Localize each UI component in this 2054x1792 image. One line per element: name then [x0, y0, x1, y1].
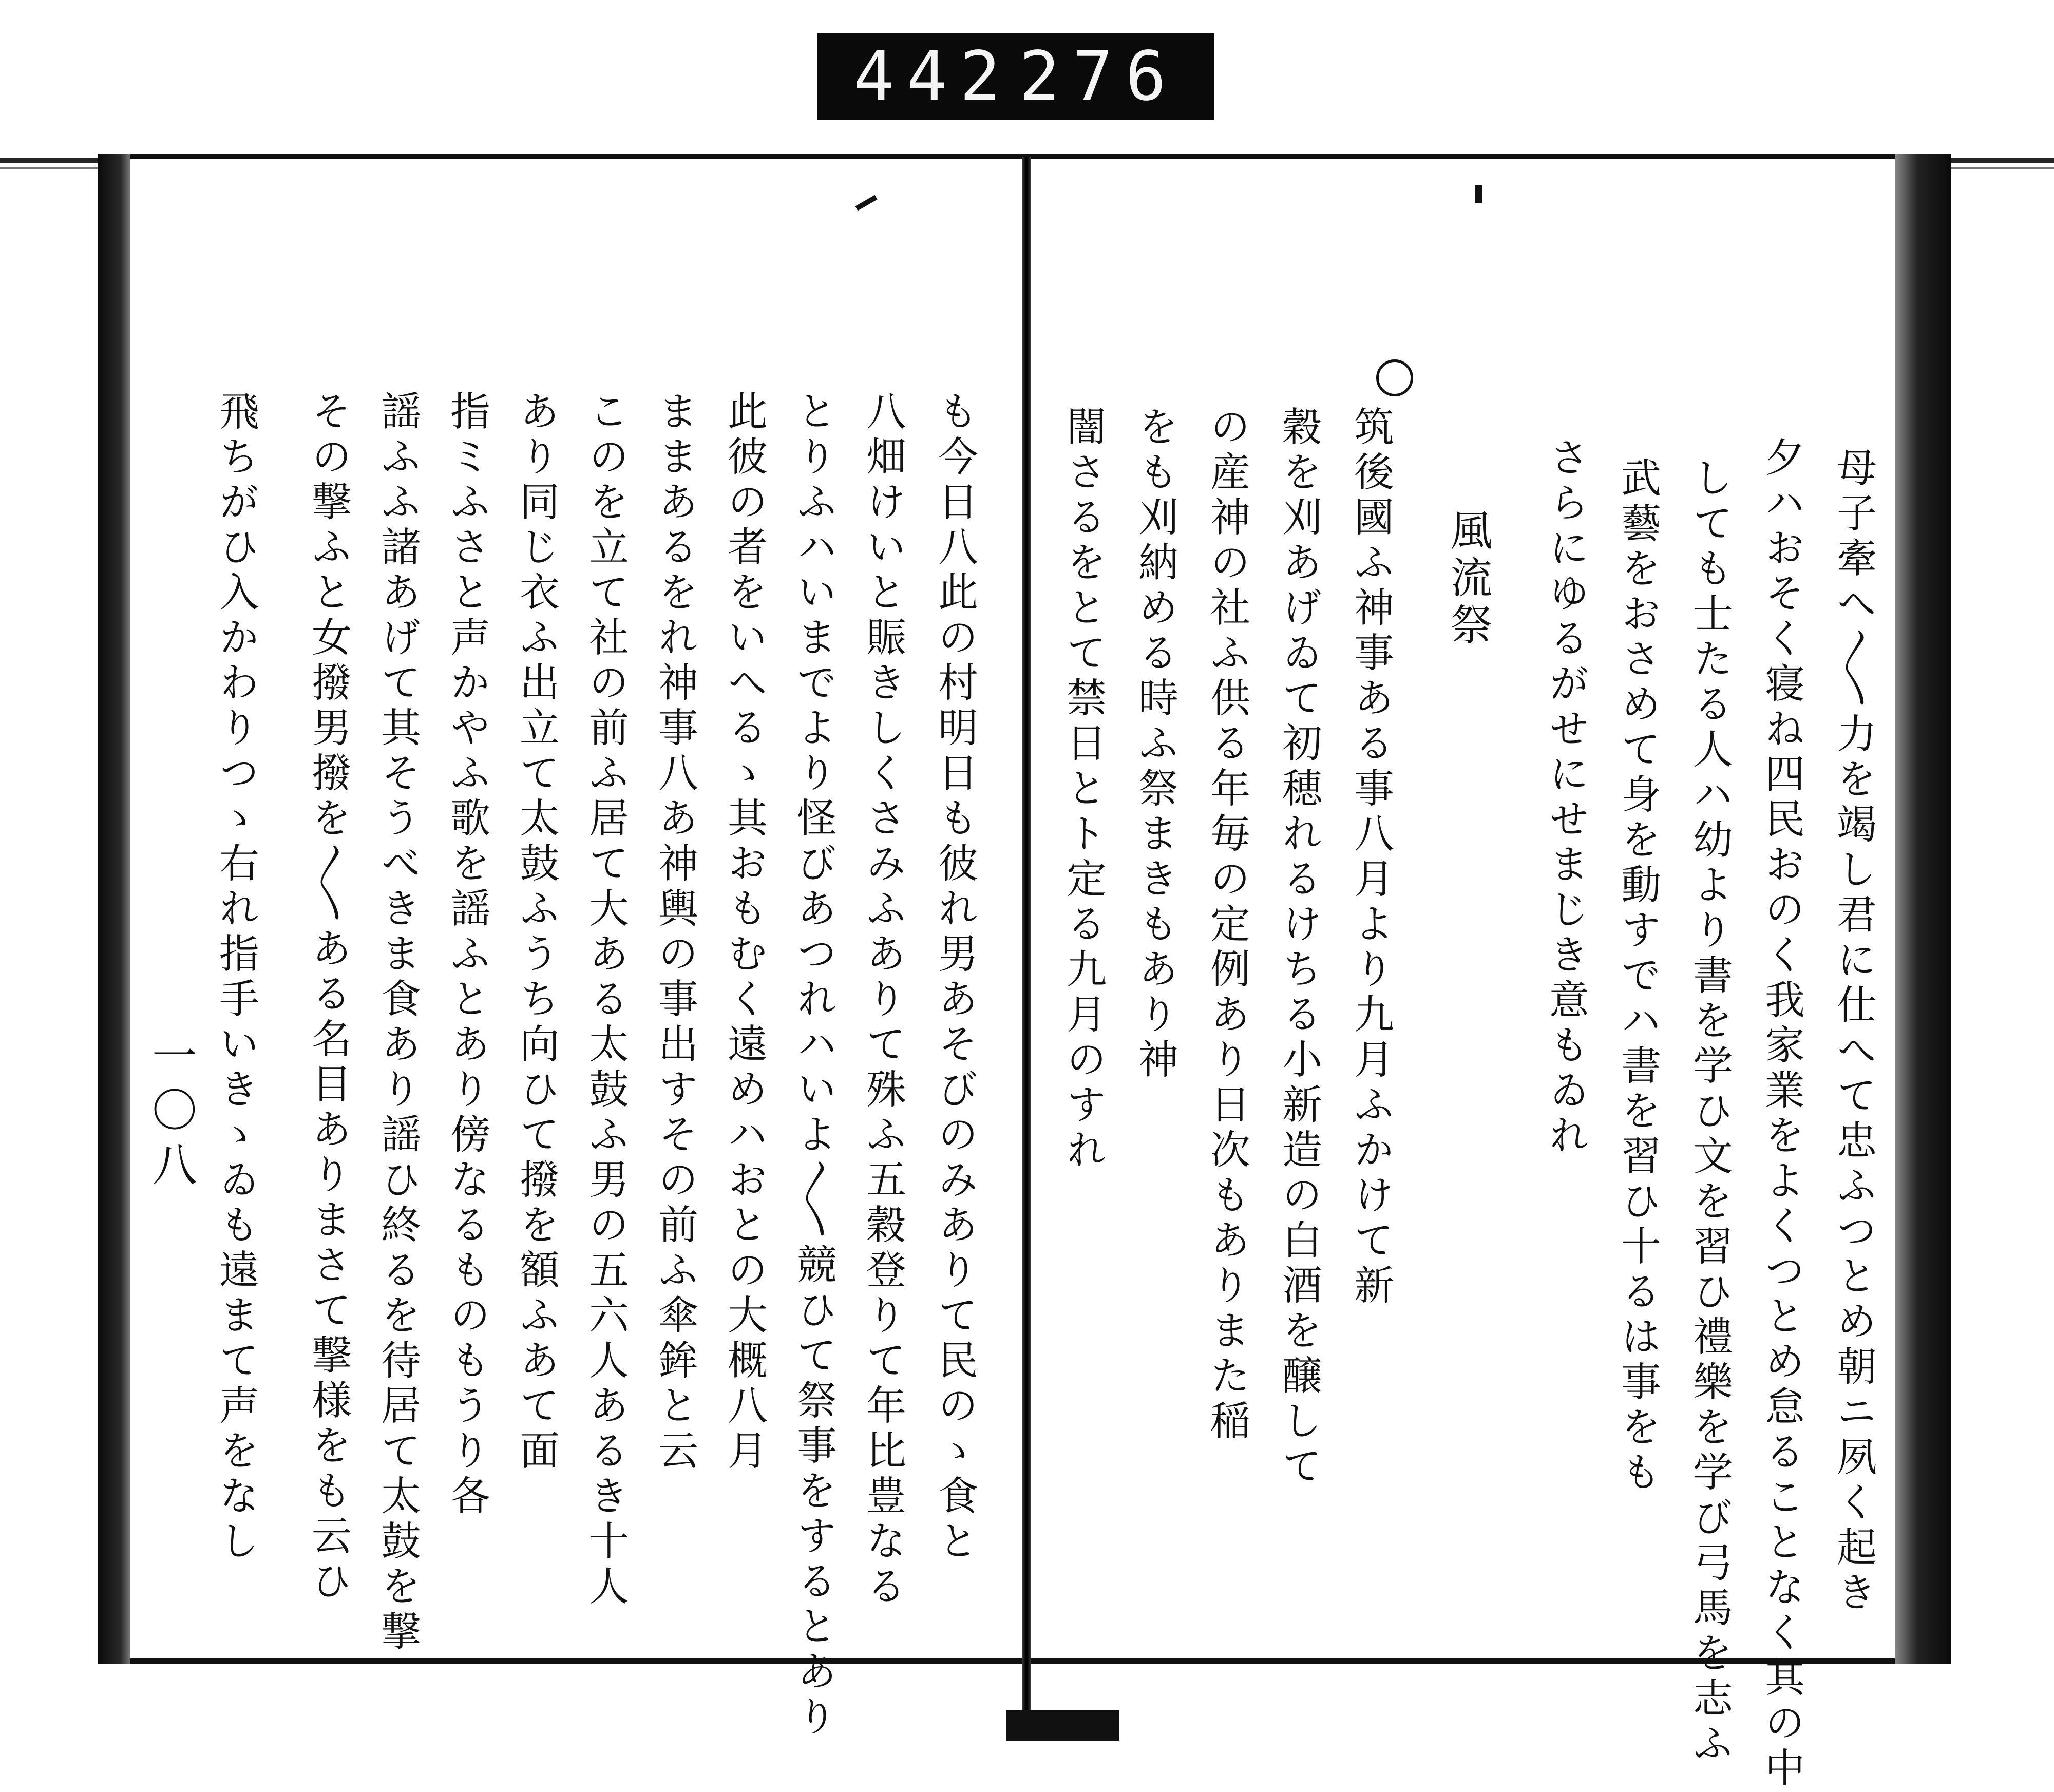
book-gutter: [1022, 157, 1031, 1728]
archive-id-label: [817, 33, 1214, 120]
archive-id-right: 276: [1019, 37, 1178, 116]
book-left-edge: [98, 154, 130, 1664]
text-column: 八畑けいと賑きしくさみふありて殊ふ五穀登りて年比豊なる: [860, 390, 906, 1610]
text-column: 夕ハおそく寝ね四民おのく我家業をよくつとめ怠ることなく其の中: [1758, 436, 1804, 1792]
ink-mark: [1475, 185, 1482, 203]
text-column: しても士たる人ハ幼より書を学ひ文を習ひ禮樂を学び弓馬を志ふ: [1686, 457, 1733, 1767]
section-heading: 風流祭: [1443, 508, 1492, 650]
page-number: 一〇八: [145, 1032, 198, 1195]
text-column: あり同じ衣ふ出立て太鼓ふうち向ひて撥を額ふあて面: [513, 390, 559, 1475]
text-column: 母子牽へ〳〵力を竭し君に仕へて忠ふつとめ朝ニ夙く起き: [1830, 447, 1876, 1616]
text-column: 謡ふふ諸あげて其そうべきま食あり謡ひ終るを待居て太鼓を撃: [374, 390, 421, 1655]
text-column: さらにゆるがせにせまじき意もゐれ: [1543, 436, 1589, 1159]
book-gutter-base: [1006, 1710, 1119, 1741]
text-column: その撃ふと女撥男撥を〳〵ある名目ありまさて撃様をも云ひ: [305, 390, 351, 1605]
text-column: 武藝をおさめて身を動すでハ書を習ひ十るは事をも: [1614, 457, 1661, 1496]
text-column: をも刈納める時ふ祭まきもあり神: [1132, 406, 1178, 1083]
book-right-edge: [1895, 154, 1951, 1664]
text-column: 筑後國ふ神事ある事八月より九月ふかけて新: [1347, 406, 1394, 1309]
left-page: [134, 169, 1017, 1741]
text-column: 指ミふさと声かやふ歌を謡ふとあり傍なるものもうり各: [444, 390, 490, 1520]
text-column: このを立て社の前ふ居て大ある太鼓ふ男の五六人あるき十人: [582, 390, 629, 1610]
ink-mark: [855, 195, 877, 211]
text-column: 闇さるをとて禁日とト定る九月のすれ: [1060, 406, 1106, 1174]
archive-id-left: 442: [853, 37, 1013, 116]
text-column: の産神の社ふ供る年毎の定例あり日次もありまた稲: [1204, 406, 1250, 1445]
right-page: [1042, 169, 1890, 1792]
text-column: も今日八此の村明日も彼れ男あそびのみありて民のゝ食と: [931, 390, 978, 1565]
text-column: 此彼の者をいへるゝ其おもむく遠めハおとの大概八月: [721, 390, 767, 1475]
text-column: 飛ちがひ入かわりつゝ右れ指手いきゝゐも遠まて声をなし: [213, 390, 259, 1565]
text-column: とりふハいまでより怪びあつれハいよ〳〵競ひて祭事をするとあり: [790, 390, 836, 1741]
text-column: ままあるをれ神事八あ神輿の事出すその前ふ傘鉾と云: [652, 390, 698, 1475]
section-marker-circle: [1376, 359, 1413, 396]
text-column: 穀を刈あげゐて初穂れるけちる小新造の白酒を醸して: [1276, 406, 1322, 1490]
